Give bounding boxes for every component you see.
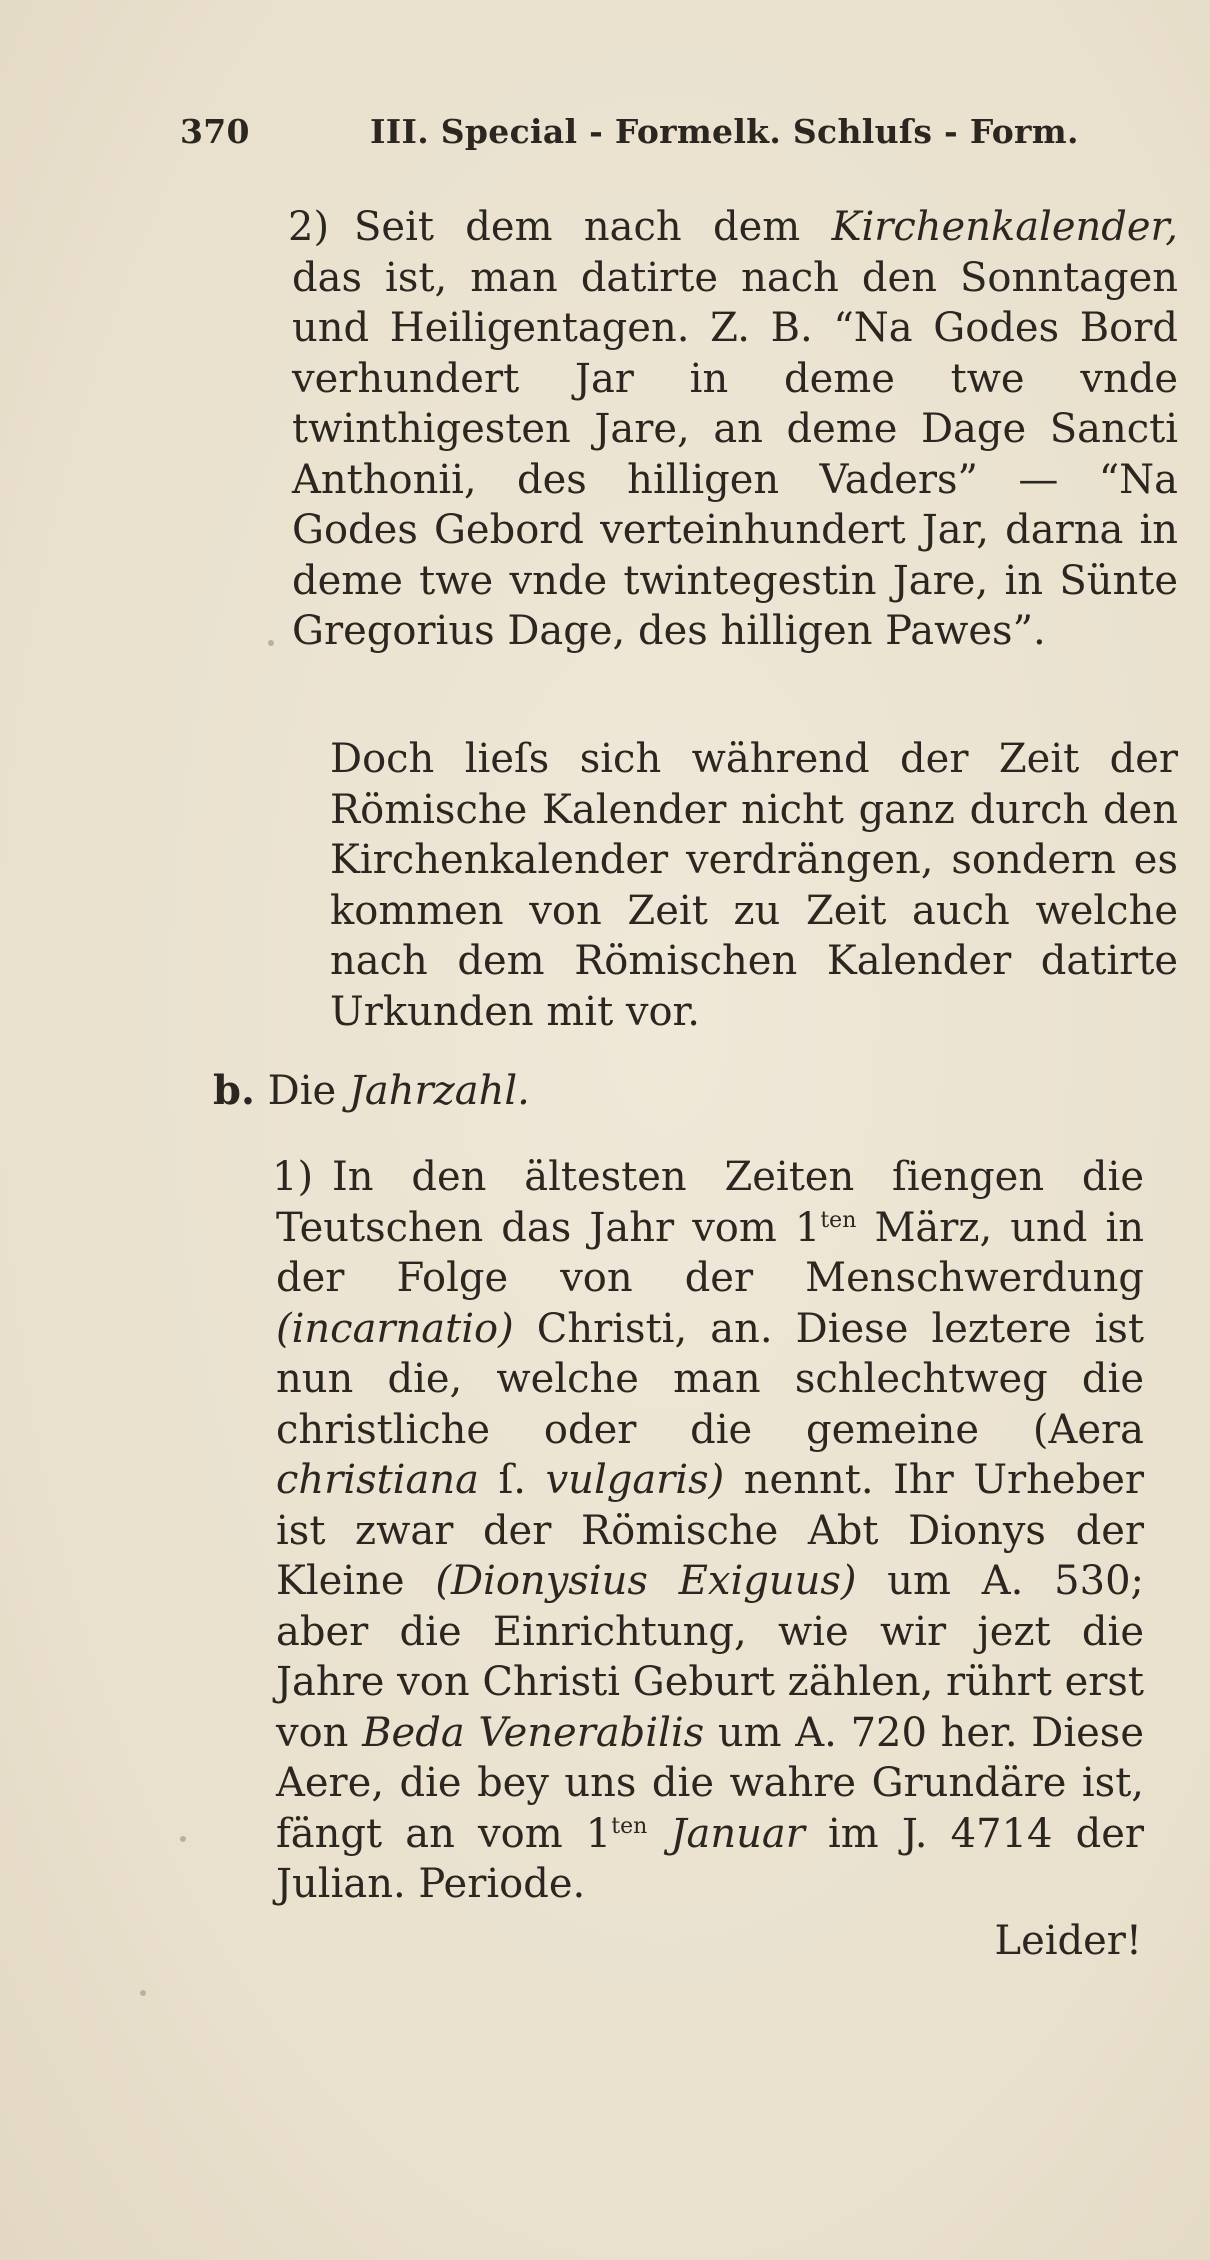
paragraph-text: Doch lieſs sich während der Zeit der Römische Kalender nicht ganz durch den Kirchenkalender verdrängen, sondern es kommen von Zeit zu Zeit auch welche nach dem Römischen Kalender datirte Urkunden mit vor. [330, 736, 1178, 1035]
running-title: III. Special - Formelk. Schluſs - Form. [370, 112, 1079, 151]
subheading [213, 1066, 530, 1116]
section-1-text: In den ältesten Zeiten ſiengen die Teutschen das Jahr vom $1^{ten}$ März, und in der Folge von der Menschwerdung (incarnatio) Christi, an. Diese leztere ist nun die, welche man schlechtweg die christliche oder die gemeine (Aera christiana ſ. vulgaris) nennt. Ihr Urheber ist zwar der Römische Abt Dionys der Kleine (Dionysius Exiguus) um A. 530; aber die Einrichtung, wie wir jezt die Jahre von Christi Geburt zählen, rührt erst von Beda Venerabilis um A. 720 her. Diese Aere, die bey uns die wahre Grundäre ist, fängt an vom $1^{ten}$ Januar im J. 4714 der Julian. Periode. [276, 1154, 1145, 1907]
section-1-number: 1) [272, 1154, 314, 1200]
paper-speck [140, 1990, 146, 1996]
subheading-text: Die Jahrzahl. [267, 1068, 530, 1114]
catchword: Leider! [994, 1918, 1142, 1964]
section-1 [272, 1152, 1145, 1910]
paragraph-kalender [330, 734, 1178, 1037]
section-2-number: 2) [288, 204, 330, 250]
subheading-label: b. [213, 1067, 255, 1114]
paper-speck [268, 640, 274, 646]
italic-term: Kirchenkalender, [831, 204, 1178, 250]
section-2-text: Seit dem nach dem Kirchenkalender, das ist, man datirte nach den Sonntagen und Heiligentagen. Z. B. “Na Godes Bord verhundert Jar in deme twe vnde twinthigesten Jare, an deme Dage Sancti Anthonii, des hilligen Vaders” — “Na Godes Gebord verteinhundert Jar, darna in deme twe vnde twintegestin Jare, in Sünte Gregorius Dage, des hilligen Pawes”. [292, 204, 1178, 654]
paper-speck [180, 1836, 186, 1842]
page-number: 370 [180, 112, 250, 151]
section-2 [288, 202, 1178, 657]
